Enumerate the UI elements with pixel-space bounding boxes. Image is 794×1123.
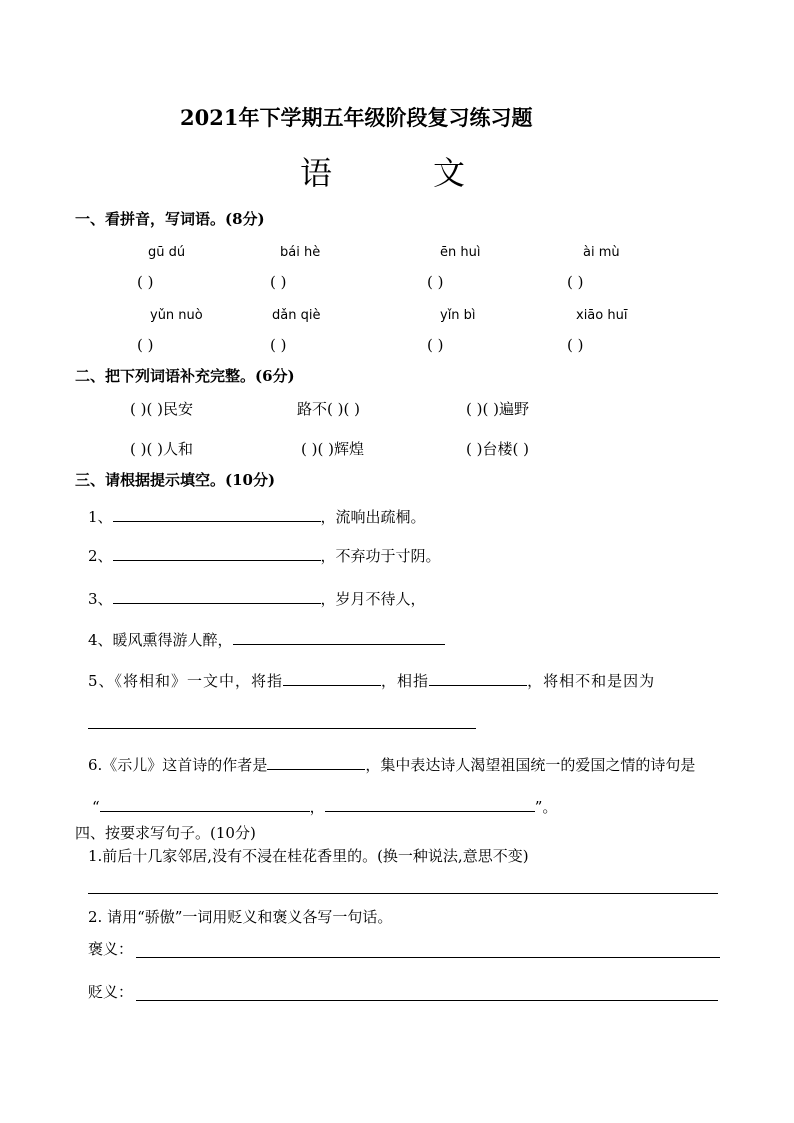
pinyin-5: yǔn nuò	[150, 308, 203, 323]
fill-q4-text: 4、暖风熏得游人醉，	[88, 631, 233, 649]
section3-heading: 三、请根据提示填空。(10分)	[75, 471, 276, 489]
fill-q5-text-b: ，相指	[381, 672, 430, 690]
fill-q3-text: ，岁月不待人，	[320, 590, 426, 608]
fill-q2	[88, 546, 441, 564]
rewrite-q1-answer-line[interactable]	[88, 893, 718, 894]
pinyin-4: ài mù	[583, 245, 620, 260]
idiom-4[interactable]: ( )( )人和	[130, 440, 193, 458]
fill-q5-text-c: ，将相不和是因为	[527, 672, 656, 690]
rewrite-q2: 2. 请用“骄傲”一词用贬义和褒义各写一句话。	[88, 908, 393, 926]
fill-q6-blank-line1[interactable]	[100, 797, 310, 812]
answer-box-8[interactable]: ( )	[567, 336, 584, 354]
praise-label: 褒义：	[88, 940, 134, 958]
fill-q1	[88, 507, 426, 525]
fill-q6-close-quote: ”。	[534, 798, 558, 816]
fill-q6	[88, 755, 695, 773]
idiom-5[interactable]: ( )( )辉煌	[301, 440, 364, 458]
pinyin-3: ēn huì	[440, 245, 481, 260]
section4-heading: 四、按要求写句子。(10分)	[75, 824, 256, 842]
fill-q5-answer-line[interactable]	[88, 728, 476, 729]
fill-q1-blank[interactable]	[113, 507, 321, 522]
pinyin-6: dǎn qiè	[272, 308, 321, 323]
fill-q4-blank[interactable]	[233, 630, 445, 645]
pinyin-8: xiāo huī	[576, 308, 628, 323]
idiom-6[interactable]: ( )台楼( )	[466, 440, 529, 458]
fill-q6-text-b: ，集中表达诗人渴望祖国统一的爱国之情的诗句是	[365, 756, 696, 774]
fill-q5	[88, 671, 655, 689]
pinyin-7: yǐn bì	[440, 308, 476, 323]
fill-q6-comma: ，	[309, 798, 325, 816]
subject-char-right: 文	[433, 154, 466, 192]
fill-q3-blank[interactable]	[113, 589, 321, 604]
fill-q4	[88, 630, 445, 648]
fill-q2-number: 2、	[88, 547, 113, 565]
fill-q1-number: 1、	[88, 508, 113, 526]
fill-q6-poem	[92, 797, 557, 815]
idiom-1[interactable]: ( )( )民安	[130, 400, 193, 418]
fill-q2-blank[interactable]	[113, 546, 321, 561]
praise-answer-line[interactable]	[136, 957, 720, 958]
fill-q5-blank-minister[interactable]	[429, 671, 527, 686]
answer-box-3[interactable]: ( )	[427, 273, 444, 291]
section2-heading: 二、把下列词语补充完整。(6分)	[75, 367, 295, 385]
answer-box-7[interactable]: ( )	[427, 336, 444, 354]
fill-q6-text-a: 6.《示儿》这首诗的作者是	[88, 756, 268, 774]
rewrite-q1: 1.前后十几家邻居,没有不浸在桂花香里的。(换一种说法,意思不变)	[88, 847, 529, 865]
fill-q6-blank-line2[interactable]	[325, 797, 535, 812]
derogatory-answer-line[interactable]	[136, 1000, 718, 1001]
subject-char-left: 语	[300, 154, 333, 192]
fill-q3-number: 3、	[88, 590, 113, 608]
answer-box-2[interactable]: ( )	[270, 273, 287, 291]
fill-q6-open-quote: “	[92, 798, 100, 816]
fill-q5-blank-general[interactable]	[283, 671, 381, 686]
idiom-3[interactable]: ( )( )遍野	[466, 400, 529, 418]
pinyin-1: gū dú	[148, 245, 186, 260]
section1-heading: 一、看拼音，写词语。(8分)	[75, 210, 265, 228]
fill-q6-blank-author[interactable]	[267, 755, 365, 770]
idiom-2[interactable]: 路不( )( )	[297, 400, 360, 418]
fill-q3	[88, 589, 426, 607]
answer-box-6[interactable]: ( )	[270, 336, 287, 354]
answer-box-4[interactable]: ( )	[567, 273, 584, 291]
derogatory-label: 贬义：	[88, 983, 134, 1001]
page-title: 2021年下学期五年级阶段复习练习题	[180, 105, 533, 130]
fill-q1-text: ，流响出疏桐。	[320, 508, 426, 526]
answer-box-1[interactable]: ( )	[137, 273, 154, 291]
fill-q2-text: ，不弃功于寸阴。	[320, 547, 441, 565]
pinyin-2: bái hè	[280, 245, 321, 260]
answer-box-5[interactable]: ( )	[137, 336, 154, 354]
fill-q5-text-a: 5、《将相和》一文中，将指	[88, 672, 284, 690]
